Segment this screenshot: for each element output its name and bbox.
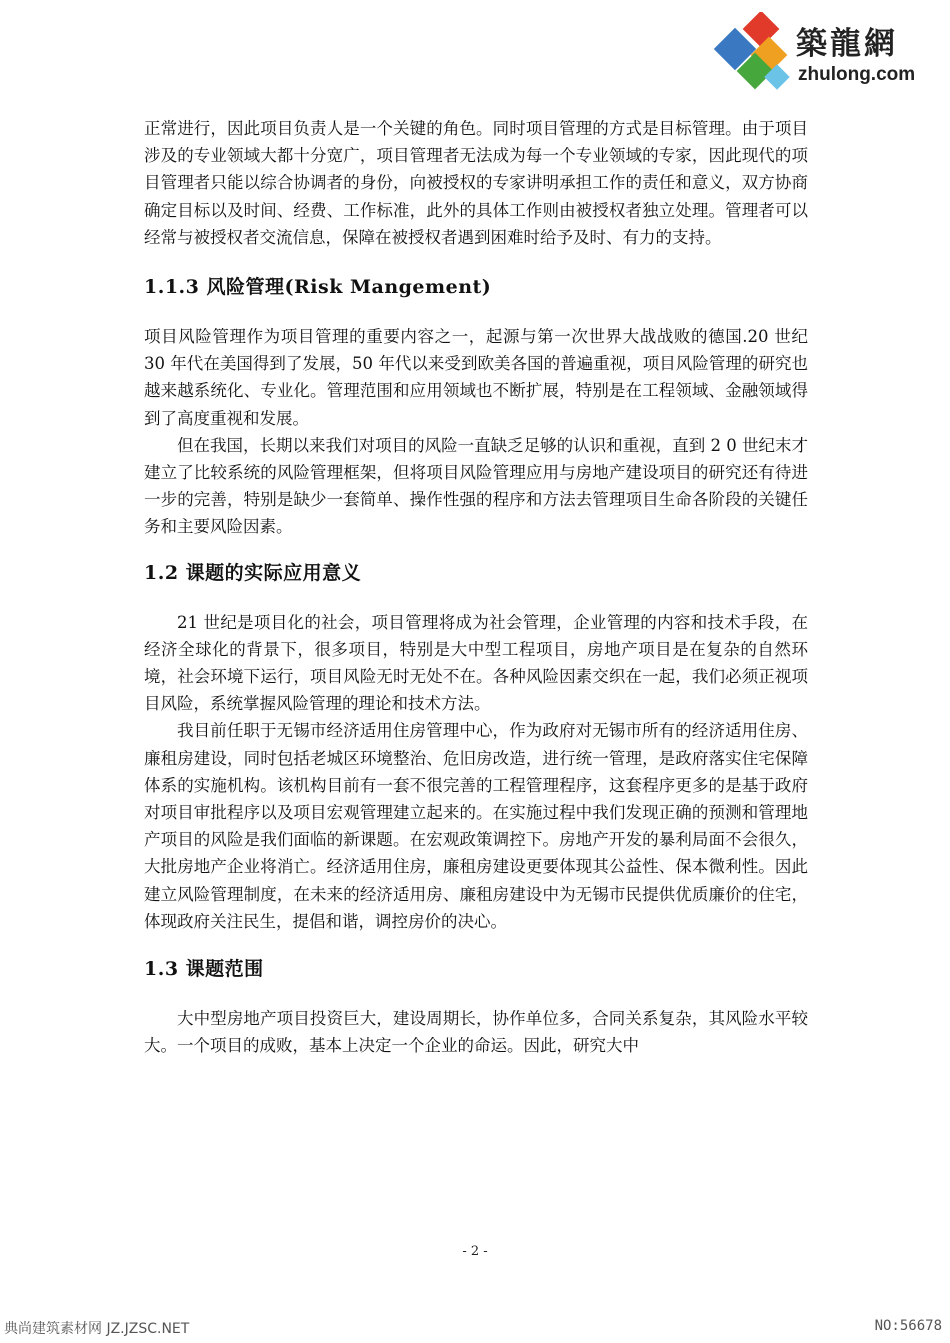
paragraph-risk-management-china: 但在我国，长期以来我们对项目的风险一直缺乏足够的认识和重视，直到 2 0 世纪末才建立了比较系统的风险管理框架，但将项目风险管理应用与房地产建设项目的研究还有待进一步的完善，特别是缺少一套简单、操作性强的程序和方法去管理项目生命各阶段的关键任务和主要风险因素。 [144, 435, 808, 537]
logo-english-text: zhulong.com [798, 64, 916, 85]
heading-1-1-3: 1.1.3 风险管理(Risk Mangement) [144, 276, 492, 299]
paragraph-21st-century: 21 世纪是项目化的社会，项目管理将成为社会管理，企业管理的内容和技术手段，在经济全球化的背景下，很多项目，特别是大中型工程项目，房地产项目是在复杂的自然环境，社会环境下运行，项目风险无时无处不在。各种风险因素交织在一起，我们必须正视项目风险，系统掌握风险管理的理论和技术方法。 [144, 612, 808, 714]
page-number: - 2 - [462, 1244, 488, 1259]
paragraph-risk-management-origin: 项目风险管理作为项目管理的重要内容之一，起源与第一次世界大战战败的德国.20 世纪 30 年代在美国得到了发展，50 年代以来受到欧美各国的普遍重视，项目风险管理的研究也越来越系统化、专业化。管理范围和应用领域也不断扩展，特别是在工程领域、金融领域得到了高度重视和发展。 [144, 327, 808, 428]
paragraph-wuxi-housing-center: 我目前任职于无锡市经济适用住房管理中心，作为政府对无锡市所有的经济适用住房、廉租房建设，同时包括老城区环境整治、危旧房改造，进行统一管理，是政府落实住宅保障体系的实施机构。该机构目前有一套不很完善的工程管理程序，这套程序更多的是基于政府对项目审批程序以及项目宏观管理建立起来的。在实施过程中我们发现正确的预测和管理地产项目的风险是我们面临的新课题。在宏观政策调控下。房地产开发的暴利局面不会很久，大批房地产企业将消亡。经济适用住房，廉租房建设更要体现其公益性、保本微利性。因此建立风险管理制度，在未来的经济适用房、廉租房建设中为无锡市民提供优质廉价的住宅，体现政府关注民生，提倡和谐，调控房价的决心。 [144, 721, 808, 931]
heading-1-3: 1.3 课题范围 [144, 958, 264, 981]
footer-watermark-site: 典尚建筑素材网 JZ.JZSC.NET [4, 1321, 190, 1337]
heading-1-2: 1.2 课题的实际应用意义 [144, 561, 362, 584]
document-body [144, 113, 808, 1059]
paragraph-topic-scope: 大中型房地产项目投资巨大，建设周期长，协作单位多，合同关系复杂，其风险水平较大。一个项目的成败，基本上决定一个企业的命运。因此，研究大中 [144, 1009, 808, 1056]
logo-chinese-text: 築龍網 [796, 26, 898, 62]
zhulong-pinwheel-logo-icon [712, 12, 798, 98]
paragraph-project-manager: 正常进行，因此项目负责人是一个关键的角色。同时项目管理的方式是目标管理。由于项目涉及的专业领域大都十分宽广，项目管理者无法成为每一个专业领域的专家，因此现代的项目管理者只能以综合协调者的身份，向被授权的专家讲明承担工作的责任和意义，双方协商确定目标以及时间、经费、工作标准，此外的具体工作则由被授权者独立处理。管理者可以经常与被授权者交流信息，保障在被授权者遇到困难时给予及时、有力的支持。 [144, 119, 808, 247]
footer-document-number: NO:56678 [874, 1318, 942, 1334]
site-logo [712, 12, 944, 98]
